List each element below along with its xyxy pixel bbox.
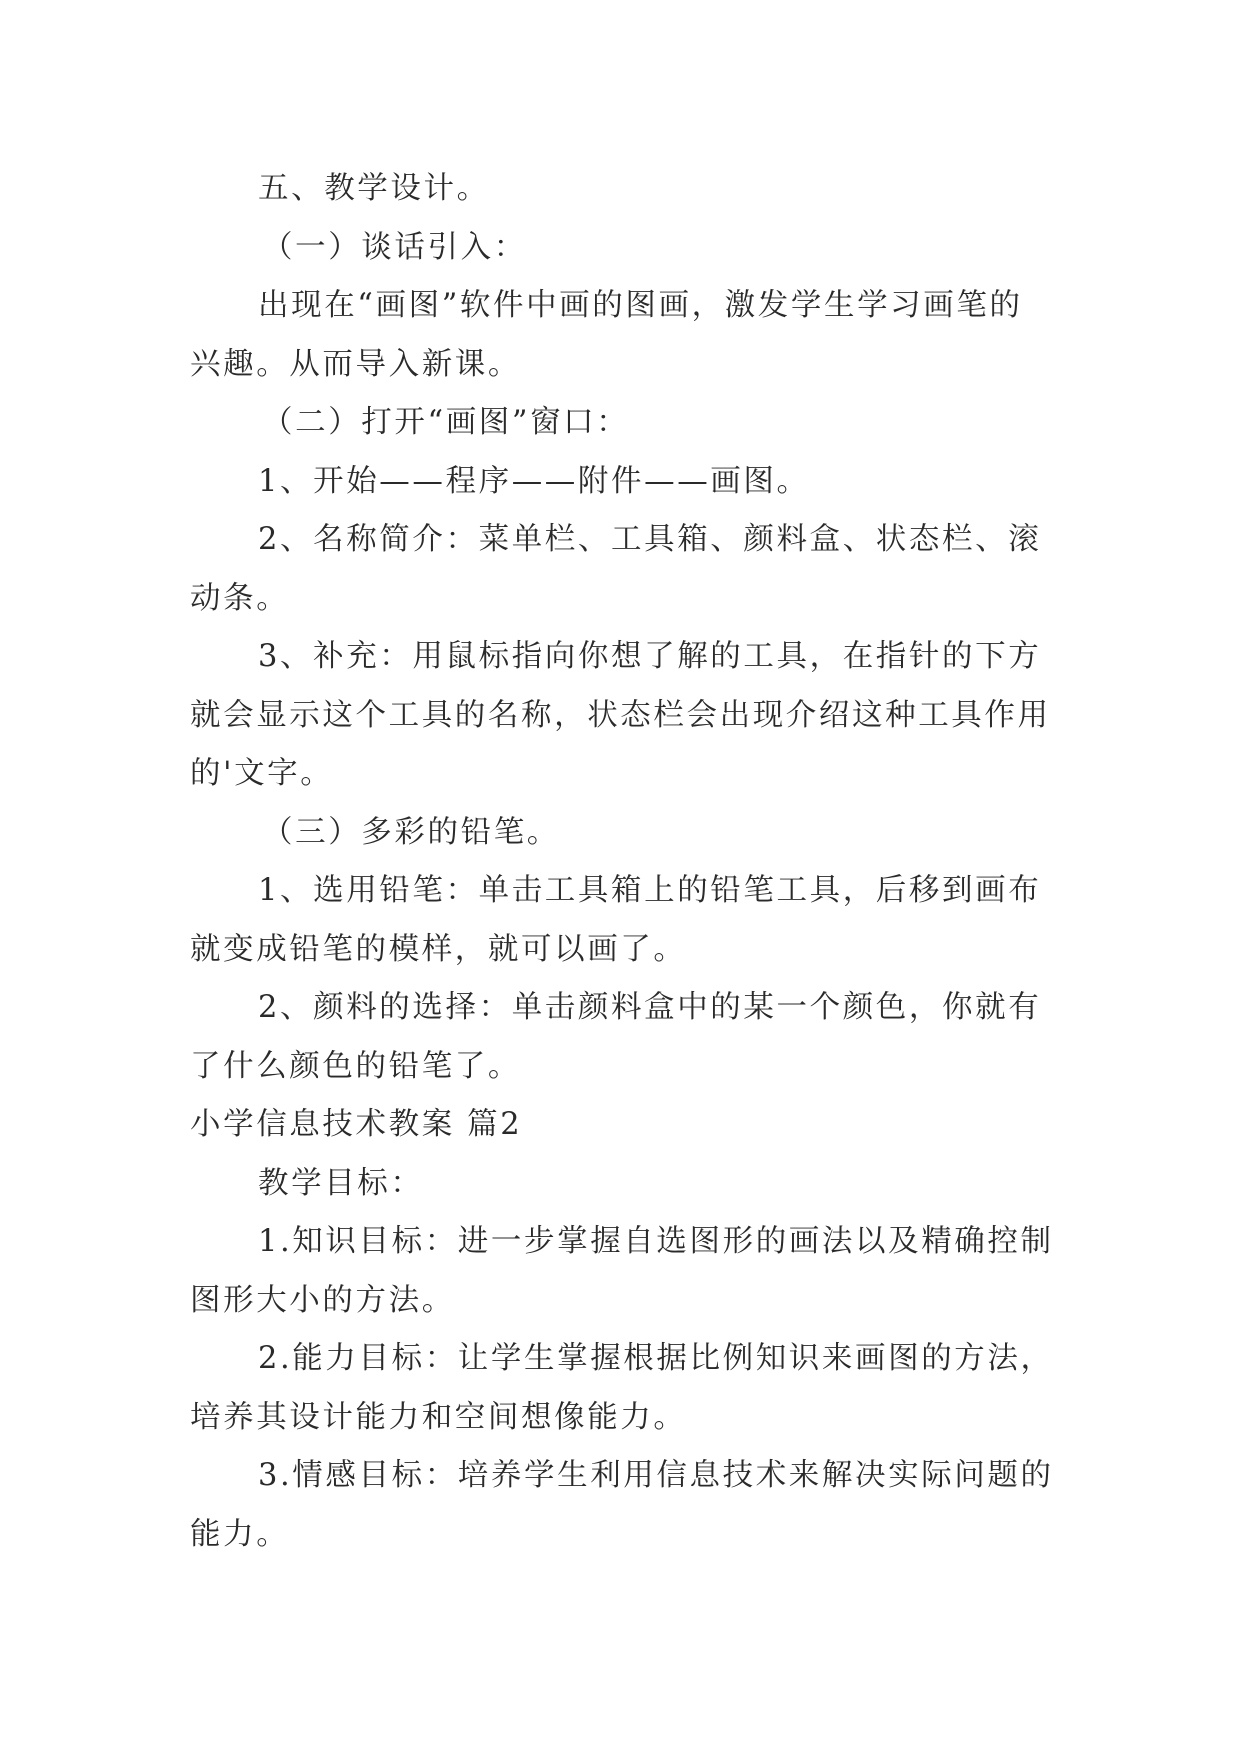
document-body bbox=[190, 160, 1054, 1564]
section-heading-objectives: 教学目标： bbox=[258, 1165, 424, 1201]
paragraph-line: 3.情感目标：培养学生利用信息技术来解决实际问题的 bbox=[258, 1458, 1054, 1493]
paragraph-line: 兴趣。从而导入新课。 bbox=[190, 346, 521, 382]
paragraph-line: 出现在“画图”软件中画的图画，激发学生学习画笔的 bbox=[258, 288, 1023, 323]
paragraph-line: 2、名称简介：菜单栏、工具箱、颜料盒、状态栏、滚 bbox=[258, 522, 1042, 557]
paragraph-line: 1、开始——程序——附件——画图。 bbox=[258, 463, 810, 499]
article-title: 小学信息技术教案 篇2 bbox=[190, 1107, 523, 1142]
subsection-heading-pencil: （三）多彩的铅笔。 bbox=[262, 814, 560, 850]
paragraph-line: 培养其设计能力和空间想像能力。 bbox=[190, 1399, 687, 1435]
subsection-heading-intro: （一）谈话引入： bbox=[262, 229, 527, 265]
section-heading-teaching-design: 五、教学设计。 bbox=[258, 171, 490, 206]
paragraph-line: 了什么颜色的铅笔了。 bbox=[190, 1048, 521, 1084]
subsection-heading-open-paint: （二）打开“画图”窗口： bbox=[262, 405, 630, 440]
paragraph-line: 就变成铅笔的模样，就可以画了。 bbox=[190, 931, 687, 967]
paragraph-line: 1、选用铅笔：单击工具箱上的铅笔工具，后移到画布 bbox=[258, 873, 1042, 908]
paragraph-line: 2、颜料的选择：单击颜料盒中的某一个颜色，你就有 bbox=[258, 990, 1042, 1025]
paragraph-line: 3、补充：用鼠标指向你想了解的工具，在指针的下方 bbox=[258, 639, 1042, 674]
paragraph-line: 动条。 bbox=[190, 580, 290, 616]
paragraph-line: 能力。 bbox=[190, 1516, 290, 1552]
paragraph-line: 就会显示这个工具的名称，状态栏会出现介绍这种工具作用 bbox=[190, 697, 1051, 733]
paragraph-line: 图形大小的方法。 bbox=[190, 1282, 455, 1318]
paragraph-line: 1.知识目标：进一步掌握自选图形的画法以及精确控制 bbox=[258, 1224, 1054, 1259]
paragraph-line: 的'文字。 bbox=[190, 756, 334, 791]
paragraph-line: 2.能力目标：让学生掌握根据比例知识来画图的方法， bbox=[258, 1341, 1054, 1376]
